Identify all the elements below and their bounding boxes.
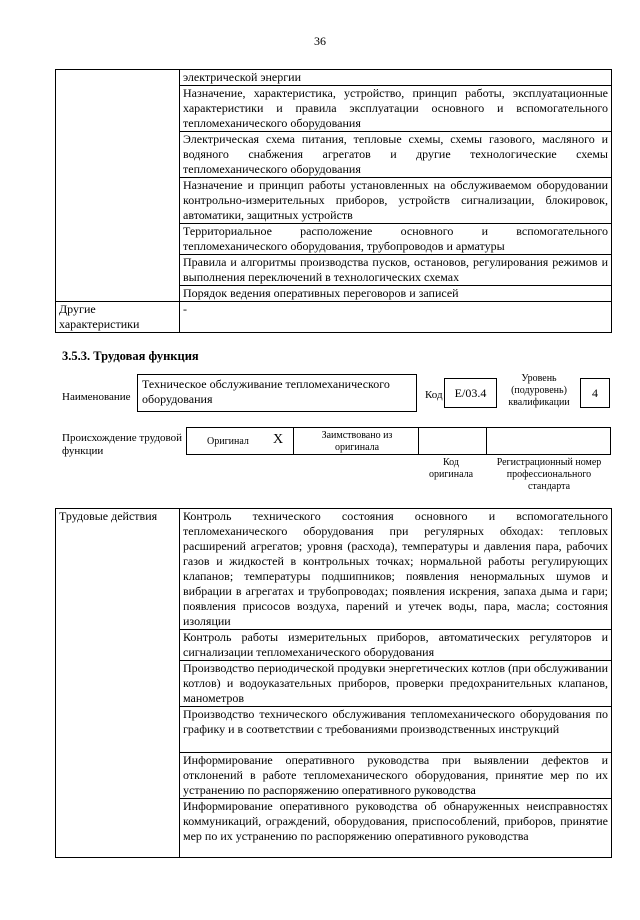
knowledge-row: Правила и алгоритмы производства пусков, остановов, регулирования режимов и выполнения переключений в технологических схемах: [180, 255, 612, 286]
knowledge-row: электрической энергии: [180, 70, 612, 86]
code-box: [444, 378, 497, 408]
knowledge-row: Порядок ведения оперативных переговоров и записей: [180, 286, 612, 302]
origin-box: [186, 427, 611, 455]
labor-action-row: Контроль технического состояния основного и вспомогательного тепломеханического оборудования при регулярных обходах: тепловых расширений агрегатов; уровня (расхода), температуры и давления пара, рабочих газов и жидкостей в контрольных точках; нормальной работы регулирующих клапанов; температуры подшипников; появления ненормальных шумов и вибрации в агрегатах и трубопроводах; появления искрения, запаха дыма и гари; появления присосов воздуха, парений и утечек воды, пара, масла; состояния изоляции: [180, 509, 612, 630]
origin-divider: [418, 427, 419, 455]
knowledge-table: [55, 69, 612, 333]
other-characteristics-value: -: [180, 302, 612, 333]
labor-action-row: Контроль работы измерительных приборов, автоматических регуляторов и сигнализации тепломеханического оборудования: [180, 630, 612, 661]
function-name-box: [137, 374, 417, 412]
code-label: Код: [425, 389, 443, 401]
level-label: Уровень (подуровень) квалификации: [508, 373, 570, 408]
labor-actions-label: Трудовые действия: [56, 509, 180, 858]
level-value: 4: [592, 386, 598, 400]
borrowed-label: Заимствовано из оригинала: [321, 430, 393, 453]
labor-action-row: Производство технического обслуживания тепломеханического оборудования по графику и в соответствии с требованиями производственных инструкций: [180, 707, 612, 753]
code-caption: Код оригинала: [428, 457, 474, 480]
level-box: [580, 378, 610, 408]
other-characteristics-label: Другие характеристики: [56, 302, 180, 333]
name-label: Наименование: [62, 391, 131, 403]
section-title: 3.5.3. Трудовая функция: [62, 349, 199, 363]
labor-actions-table: [55, 508, 612, 858]
knowledge-label-cell: [56, 70, 180, 302]
origin-label: Происхождение трудовой функции: [62, 432, 183, 457]
knowledge-row: Территориальное расположение основного и вспомогательного тепломеханического оборудования, трубопроводов и арматуры: [180, 224, 612, 255]
labor-action-row: Информирование оперативного руководства при выявлении дефектов и отклонений в работе тепломеханического оборудования, принятие мер по их устранению по распоряжению оперативного руководства: [180, 753, 612, 799]
knowledge-row: Электрическая схема питания, тепловые схемы, схемы газового, масляного и водяного снабжения агрегатов и другие технологические схемы тепломеханического оборудования: [180, 132, 612, 178]
origin-divider: [486, 427, 487, 455]
reg-caption: Регистрационный номер профессионального стандарта: [496, 457, 602, 492]
labor-action-row: Производство периодической продувки энергетических котлов (при обслуживании котлов) и водоуказательных приборов, проверки предохранительных клапанов, манометров: [180, 661, 612, 707]
knowledge-row: Назначение, характеристика, устройство, принцип работы, эксплуатационные характеристики и правила эксплуатации основного и вспомогательного тепломеханического оборудования: [180, 86, 612, 132]
labor-action-row: Информирование оперативного руководства об обнаруженных неисправностях коммуникаций, ограждений, оборудования, приспособлений, приборов, принятие мер по их устранению по распоряжению оперативного руководства: [180, 799, 612, 858]
original-mark: X: [273, 432, 284, 447]
origin-divider: [293, 427, 294, 455]
code-value: E/03.4: [454, 386, 487, 400]
original-label: Оригинал: [207, 436, 249, 447]
function-name-value: Техническое обслуживание тепломеханического оборудования: [142, 377, 390, 406]
knowledge-row: Назначение и принцип работы установленных на обслуживаемом оборудовании контрольно-измерительных приборов, устройств сигнализации, блокировок, автоматики, защитных устройств: [180, 178, 612, 224]
page-number: 36: [314, 34, 326, 48]
